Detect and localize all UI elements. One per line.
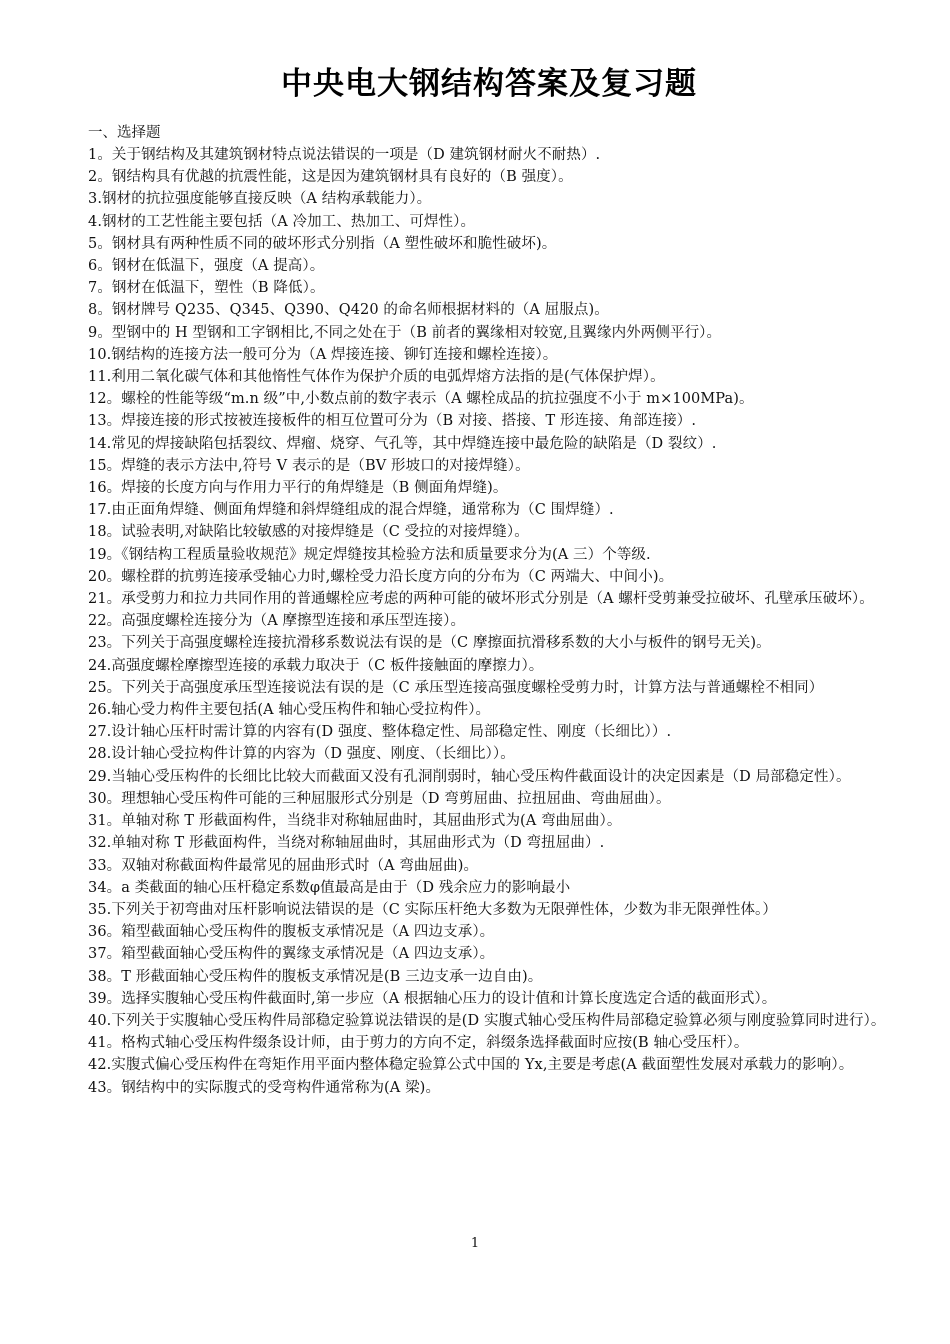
question-item: 11.利用二氧化碳气体和其他惰性气体作为保护介质的电弧焊熔方法指的是(气体保护焊）。 [88, 369, 665, 386]
question-item: 43。钢结构中的实际腹式的受弯构件通常称为(A 梁)。 [88, 1079, 441, 1096]
question-item: 21。承受剪力和拉力共同作用的普通螺栓应考虑的两种可能的破坏形式分别是（A 螺杆受剪兼受拉破坏、孔壁承压破坏）。 [88, 591, 874, 608]
question-item: 32.单轴对称 T 形截面构件，当绕对称轴屈曲时，其屈曲形式为（D 弯扭屈曲）. [88, 835, 605, 852]
question-item: 34。a 类截面的轴心压杆稳定系数φ值最高是由于（D 残余应力的影响最小 [88, 879, 571, 896]
question-item: 12。螺栓的性能等级“m.n 级”中,小数点前的数字表示（A 螺栓成品的抗拉强度不小于 m×100MPa)。 [88, 391, 754, 408]
question-item: 25。下列关于高强度承压型连接说法有误的是（C 承压型连接高强度螺栓受剪力时，计算方法与普通螺栓不相同） [88, 679, 824, 696]
question-item: 18。试验表明,对缺陷比较敏感的对接焊缝是（C 受拉的对接焊缝）。 [88, 524, 529, 541]
question-item: 37。箱型截面轴心受压构件的翼缘支承情况是（A 四边支承）。 [88, 946, 495, 963]
question-item: 28.设计轴心受拉构件计算的内容为（D 强度、刚度、（长细比））。 [88, 746, 515, 763]
question-item: 17.由正面角焊缝、侧面角焊缝和斜焊缝组成的混合焊缝，通常称为（C 围焊缝）. [88, 502, 614, 519]
question-item: 5。钢材具有两种性质不同的破坏形式分别指（A 塑性破坏和脆性破坏)。 [88, 235, 557, 252]
question-item: 31。单轴对称 T 形截面构件，当绕非对称轴屈曲时，其屈曲形式为(A 弯曲屈曲）。 [88, 813, 622, 830]
question-item: 39。选择实腹轴心受压构件截面时,第一步应（A 根据轴心压力的设计值和计算长度选定合适的截面形式）。 [88, 990, 777, 1007]
question-item: 1。关于钢结构及其建筑钢材特点说法错误的一项是（D 建筑钢材耐火不耐热）. [88, 147, 601, 163]
question-item: 35.下列关于初弯曲对压杆影响说法错误的是（C 实际压杆绝大多数为无限弹性体，少数为非无限弹性体。） [88, 901, 778, 918]
question-item: 19。《钢结构工程质量验收规范》规定焊缝按其检验方法和质量要求分为(A 三）个等级. [88, 546, 651, 563]
question-item: 38。T 形截面轴心受压构件的腹板支承情况是(B 三边支承一边自由)。 [88, 968, 543, 985]
page-number: 1 [470, 1236, 480, 1251]
question-item: 24.高强度螺栓摩擦型连接的承载力取决于（C 板件接触面的摩擦力）。 [88, 657, 544, 674]
question-item: 4.钢材的工艺性能主要包括（A 冷加工、热加工、可焊性）。 [88, 213, 476, 230]
question-item: 36。箱型截面轴心受压构件的腹板支承情况是（A 四边支承）。 [88, 924, 495, 941]
question-item: 14.常见的焊接缺陷包括裂纹、焊瘤、烧穿、气孔等，其中焊缝连接中最危险的缺陷是（D 裂纹）. [88, 435, 717, 452]
question-item: 33。双轴对称截面构件最常见的屈曲形式时（A 弯曲屈曲)。 [88, 857, 479, 874]
section-heading: 一、选择题 [88, 125, 161, 141]
document-title: 中央电大钢结构答案及复习题 [281, 66, 697, 102]
question-item: 41。格构式轴心受压构件缀条设计师，由于剪力的方向不定，斜缀条选择截面时应按(B 轴心受压杆）。 [88, 1035, 749, 1052]
question-item: 40.下列关于实腹轴心受压构件局部稳定验算说法错误的是(D 实腹式轴心受压构件局部稳定验算必须与刚度验算同时进行）。 [88, 1012, 886, 1029]
question-item: 42.实腹式偏心受压构件在弯矩作用平面内整体稳定验算公式中国的 Yx,主要是考虑(A 截面塑性发展对承载力的影响）。 [88, 1057, 854, 1074]
question-item: 27.设计轴心压杆时需计算的内容有(D 强度、整体稳定性、局部稳定性、刚度（长细比））. [88, 724, 672, 741]
question-item: 22。高强度螺栓连接分为（A 摩擦型连接和承压型连接）。 [88, 613, 466, 630]
question-item: 20。螺栓群的抗剪连接承受轴心力时,螺栓受力沿长度方向的分布为（C 两端大、中间小)。 [88, 568, 674, 585]
question-item: 23。下列关于高强度螺栓连接抗滑移系数说法有误的是（C 摩擦面抗滑移系数的大小与板件的钢号无关)。 [88, 635, 771, 652]
question-item: 3.钢材的抗拉强度能够直接反映（A 结构承载能力）。 [88, 191, 432, 208]
question-item: 26.轴心受力构件主要包括(A 轴心受压构件和轴心受拉构件）。 [88, 702, 491, 719]
question-item: 15。焊缝的表示方法中,符号 V 表示的是（BV 形坡口的对接焊缝）。 [88, 457, 530, 474]
question-item: 10.钢结构的连接方法一般可分为（A 焊接连接、铆钉连接和螺栓连接）。 [88, 346, 558, 363]
question-item: 30。理想轴心受压构件可能的三种屈服形式分别是（D 弯剪屈曲、拉扭屈曲、弯曲屈曲）。 [88, 790, 671, 807]
question-item: 9。型钢中的 H 型钢和工字钢相比,不同之处在于（B 前者的翼缘相对较宽,且翼缘内外两侧平行）。 [88, 324, 722, 341]
question-item: 7。钢材在低温下，塑性（B 降低）。 [88, 280, 325, 297]
question-item: 6。钢材在低温下，强度（A 提高）。 [88, 258, 325, 275]
question-item: 2。钢结构具有优越的抗震性能，这是因为建筑钢材具有良好的（B 强度）。 [88, 169, 573, 186]
question-item: 13。焊接连接的形式按被连接板件的相互位置可分为（B 对接、搭接、T 形连接、角部连接）. [88, 413, 697, 430]
question-item: 8。钢材牌号 Q235、Q345、Q390、Q420 的命名师根据材料的（A 屈服点)。 [88, 302, 609, 319]
question-list [88, 144, 890, 1099]
question-item: 29.当轴心受压构件的长细比比较大而截面又没有孔洞削弱时，轴心受压构件截面设计的决定因素是（D 局部稳定性）。 [88, 768, 851, 785]
question-item: 16。焊接的长度方向与作用力平行的角焊缝是（B 侧面角焊缝)。 [88, 480, 508, 497]
